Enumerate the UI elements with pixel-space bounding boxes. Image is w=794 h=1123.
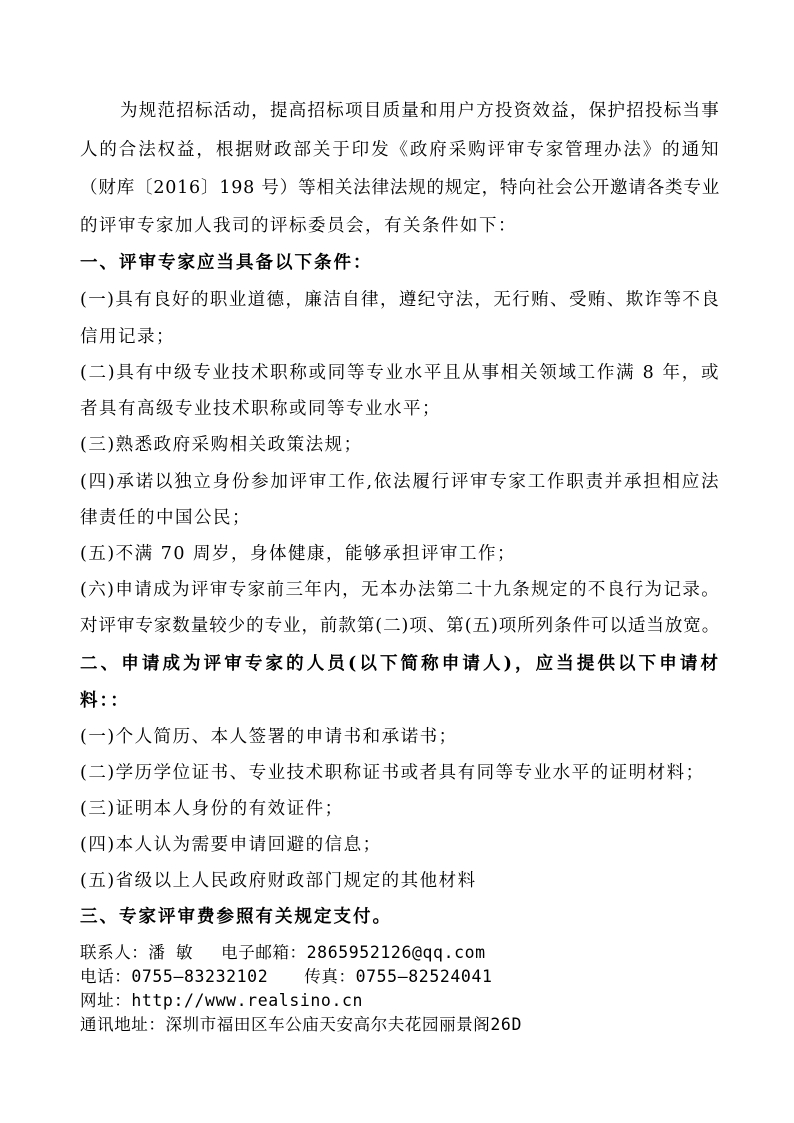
section1-item-6: (六)申请成为评审专家前三年内，无本办法第二十九条规定的不良行为记录。 <box>80 580 720 600</box>
email-value[interactable]: 2865952126@qq.com <box>306 943 486 962</box>
section1-item-2: (二)具有中级专业技术职称或同等专业水平且从事相关领域工作满 8 年，或 <box>80 363 720 383</box>
phone-value: 0755—83232102 <box>131 967 269 986</box>
section2-item-1: (一)个人简历、本人签署的申请书和承诺书； <box>80 727 458 747</box>
phone-label: 电话： <box>80 967 132 986</box>
fax-label: 传真： <box>304 967 356 986</box>
section2-heading: 二、申请成为评审专家的人员(以下简称申请人)，应当提供以下申请材 <box>80 654 720 674</box>
intro-line-1: 为规范招标活动，提高招标项目质量和用户方投资效益，保护招投标当事 <box>120 101 720 121</box>
contact-person-value: 潘 敏 <box>148 943 194 962</box>
contact-person-label: 联系人： <box>80 943 149 962</box>
email-label: 电子邮箱： <box>221 943 307 962</box>
website-link[interactable]: http://www.realsino.cn <box>131 991 364 1010</box>
section1-item-1-cont: 信用记录； <box>80 327 175 347</box>
fax-value: 0755—82524041 <box>355 967 493 986</box>
address-label: 通讯地址： <box>80 1015 166 1034</box>
section1-item-2-cont: 者具有高级专业技术职称或同等专业水平； <box>80 399 441 419</box>
intro-line-4: 的评审专家加人我司的评标委员会，有关条件如下： <box>80 216 517 236</box>
address-value: 深圳市福田区车公庙天安高尔夫花园丽景阁26D <box>165 1015 523 1034</box>
contact-person-email-row <box>80 941 720 965</box>
contact-website-row <box>80 989 720 1013</box>
section2-item-4: (四)本人认为需要申请回避的信息； <box>80 835 382 855</box>
section1-item-1: (一)具有良好的职业道德，廉洁自律，遵纪守法，无行贿、受贿、欺诈等不良 <box>80 290 720 310</box>
section1-item-4-cont: 律责任的中国公民； <box>80 508 251 528</box>
website-label: 网址： <box>80 991 132 1010</box>
section2-heading-cont: 料：： <box>80 691 130 711</box>
section1-item-4: (四)承诺以独立身份参加评审工作,依法履行评审专家工作职责并承担相应法 <box>80 472 720 492</box>
section2-item-5: (五)省级以上人民政府财政部门规定的其他材料 <box>80 871 477 891</box>
section1-relaxation-note: 对评审专家数量较少的专业，前款第(二)项、第(五)项所列条件可以适当放宽。 <box>80 616 720 636</box>
section1-item-5: (五)不满 70 周岁，身体健康，能够承担评审工作； <box>80 544 517 564</box>
section3-heading: 三、专家评审费参照有关规定支付。 <box>80 907 392 927</box>
contact-address-row <box>80 1013 720 1037</box>
section1-heading: 一、评审专家应当具备以下条件： <box>80 253 373 273</box>
intro-line-2: 人的合法权益，根据财政部关于印发《政府采购评审专家管理办法》的通知 <box>80 140 720 160</box>
section1-item-3: (三)熟悉政府采购相关政策法规； <box>80 435 363 455</box>
section2-item-3: (三)证明本人身份的有效证件； <box>80 799 344 819</box>
intro-line-3: （财库〔2016〕198 号）等相关法律法规的规定，特向社会公开邀请各类专业 <box>80 178 720 198</box>
contact-phone-fax-row <box>80 965 720 989</box>
section2-item-2: (二)学历学位证书、专业技术职称证书或者具有同等专业水平的证明材料； <box>80 763 705 783</box>
